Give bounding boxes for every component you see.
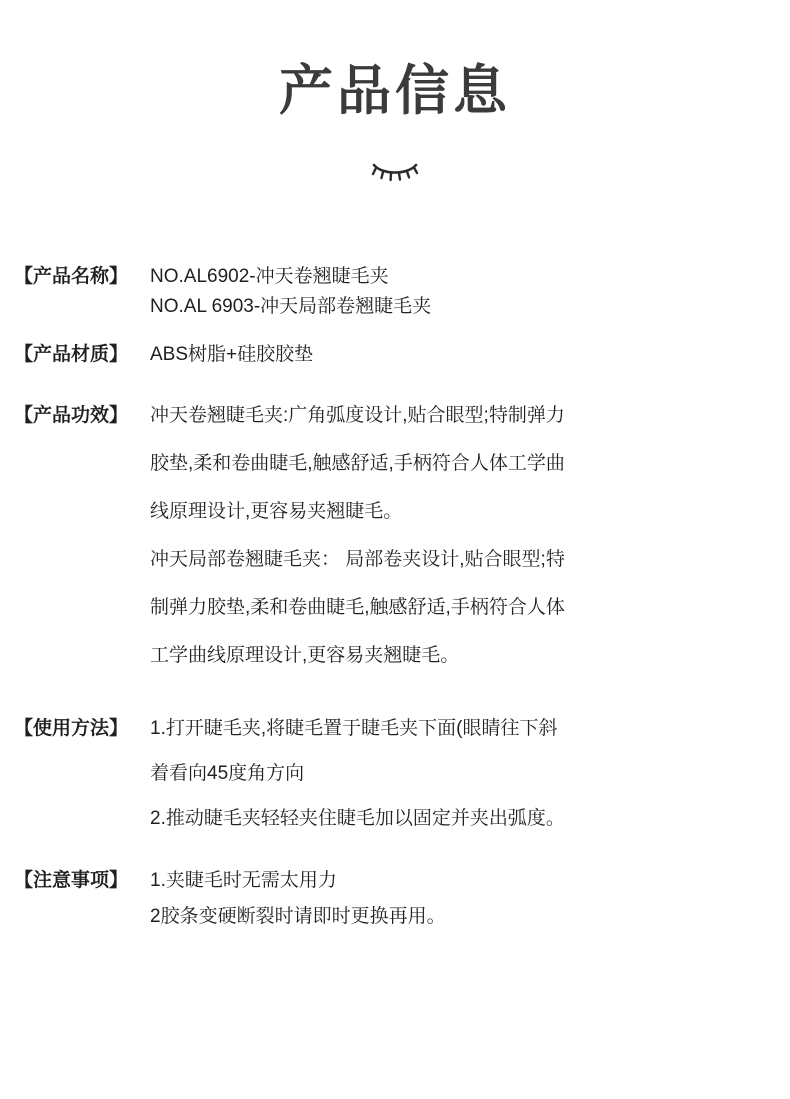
spec-value (150, 262, 790, 322)
spec-line: 冲天卷翘睫毛夹:广角弧度设计,贴合眼型;特制弹力 (150, 405, 565, 426)
spec-line: 冲天局部卷翘睫毛夹： 局部卷夹设计,贴合眼型;特 (150, 549, 565, 570)
page-header (0, 0, 790, 183)
spec-label: 【产品名称】 (14, 266, 129, 287)
spec-line: 着看向45度角方向 (150, 763, 305, 784)
spec-row-function (0, 392, 790, 680)
spec-row-material (0, 340, 790, 370)
spec-row-product-name (0, 262, 790, 322)
page-title: 产品信息 (279, 61, 511, 121)
spec-row-caution (0, 863, 790, 935)
spec-row-usage (0, 706, 790, 841)
spec-line: 制弹力胶垫,柔和卷曲睫毛,触感舒适,手柄符合人体 (150, 597, 565, 618)
spec-line: 2.推动睫毛夹轻轻夹住睫毛加以固定并夹出弧度。 (150, 808, 565, 829)
spec-value (150, 863, 790, 935)
spec-label: 【使用方法】 (14, 718, 129, 739)
spec-line: NO.AL6902-冲天卷翘睫毛夹 (150, 266, 389, 287)
spec-line: 2胶条变硬断裂时请即时更换再用。 (150, 906, 446, 927)
spec-label: 【产品功效】 (14, 405, 129, 426)
spec-label: 【产品材质】 (14, 344, 129, 365)
spec-line: NO.AL 6903-冲天局部卷翘睫毛夹 (150, 296, 432, 317)
spec-label: 【注意事项】 (14, 870, 129, 891)
spec-line: 工学曲线原理设计,更容易夹翘睫毛。 (150, 645, 460, 666)
spec-line: 线原理设计,更容易夹翘睫毛。 (150, 501, 403, 522)
spec-line: 1.夹睫毛时无需太用力 (150, 870, 337, 891)
spec-line: 1.打开睫毛夹,将睫毛置于睫毛夹下面(眼睛往下斜 (150, 718, 558, 739)
spec-line: ABS树脂+硅胶胶垫 (150, 344, 314, 365)
spec-value (150, 392, 790, 680)
spec-line: 胶垫,柔和卷曲睫毛,触感舒适,手柄符合人体工学曲 (150, 453, 565, 474)
spec-list (0, 262, 790, 935)
eyelash-icon (368, 157, 422, 183)
spec-value (150, 340, 790, 370)
spec-value (150, 706, 790, 841)
